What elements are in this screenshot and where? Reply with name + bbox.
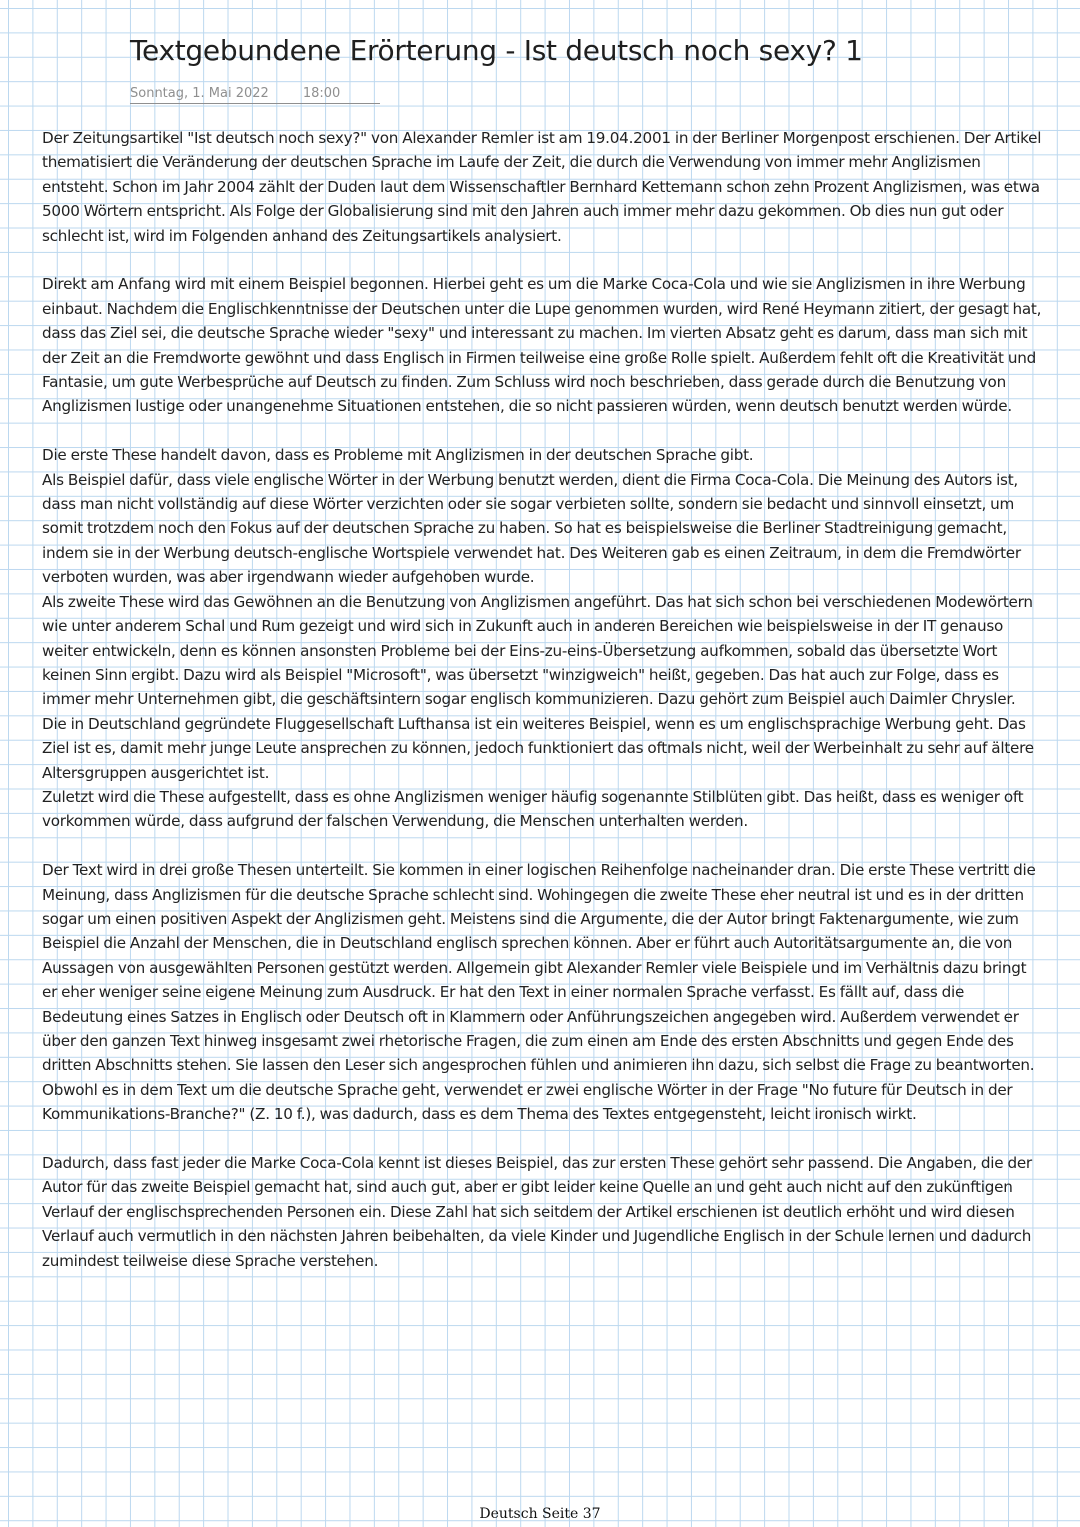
- paragraph-intro: Der Zeitungsartikel "Ist deutsch noch sexy?" von Alexander Remler ist am 19.04.2001 in der Berliner Morgenpost erschienen. Der Artikel thematisiert die Veränderung der deutschen Sprache im Laufe der Zeit, die durch die Verwendung von immer mehr Anglizismen entsteht. Schon im Jahr 2004 zählt der Duden laut dem Wissenschaftler Bernhard Kettemann schon zehn Prozent Anglizismen, was etwa 5000 Wörtern entspricht. Als Folge der Globalisierung sind mit den Jahren auch immer mehr dazu gekommen. Ob dies nun gut oder schlecht ist, wird im Folgenden anhand des Zeitungsartikels analysiert.: [42, 129, 1042, 245]
- page-meta: [130, 86, 380, 104]
- paragraph-gap: [42, 419, 1042, 443]
- paragraph-thesis-3: Zuletzt wird die These aufgestellt, dass es ohne Anglizismen weniger häufig sogenannte Stilblüten gibt. Das heißt, dass es weniger oft vorkommen würde, dass aufgrund der falschen Verwendung, die Menschen unterhalten werden.: [42, 787, 1024, 831]
- paragraph-thesis-1: Die erste These handelt davon, dass es Probleme mit Anglizismen in der deutschen Sprache gibt.: [42, 446, 754, 465]
- paragraph-thesis-2: Als zweite These wird das Gewöhnen an die Benutzung von Anglizismen angeführt. Das hat sich schon bei verschiedenen Modewörtern wie unter anderem Schal und Rum gezeigt und wird sich in Zukunft auch in anderen Bereichen wie beispielsweise in der IT genauso weiter entwickeln, denn es können ansonsten Probleme bei der Eins-zu-eins-Übersetzung aufkommen, sobald das übersetzte Wort keinen Sinn ergibt. Dazu wird als Beispiel "Microsoft", was übersetzt "winzigweich" heißt, gegeben. Das hat auch zur Folge, dass es immer mehr Unternehmen gibt, die geschäftsintern sogar englisch kommunizieren. Dazu gehört zum Beispiel auch Daimler Chrysler. Die in Deutschland gegründete Fluggesellschaft Lufthansa ist ein weiteres Beispiel, wenn es um englischsprachige Werbung geht. Das Ziel ist es, damit mehr junge Leute ansprechen zu können, jedoch funktioniert das oftmals nicht, weil der Werbeinhalt zu sehr auf ältere Altersgruppen ausgerichtet ist.: [42, 592, 1034, 782]
- paragraph-gap: [42, 248, 1042, 272]
- page-date: Sonntag, 1. Mai 2022: [130, 86, 269, 101]
- page-title: Textgebundene Erörterung - Ist deutsch noch sexy? 1: [130, 34, 863, 67]
- paragraph-summary: Direkt am Anfang wird mit einem Beispiel begonnen. Hierbei geht es um die Marke Coca-Cola und wie sie Anglizismen in ihre Werbung einbaut. Nachdem die Englischkenntnisse der Deutschen unter die Lupe genommen wurden, wird René Heymann zitiert, der gesagt hat, dass das Ziel sei, die deutsche Sprache wieder "sexy" und interessant zu machen. Im vierten Absatz geht es darum, dass man sich mit der Zeit an die Fremdworte gewöhnt und dass Englisch in Firmen teilweise eine große Rolle spielt. Außerdem fehlt oft die Kreativität und Fantasie, um gute Werbesprüche auf Deutsch zu finden. Zum Schluss wird noch beschrieben, dass gerade durch die Benutzung von Anglizismen lustige oder unangenehme Situationen entstehen, die so nicht passieren würden, wenn deutsch benutzt werden würde.: [42, 275, 1042, 416]
- paragraph-analysis: Der Text wird in drei große Thesen unterteilt. Sie kommen in einer logischen Reihenfolge nacheinander dran. Die erste These vertritt die Meinung, dass Anglizismen für die deutsche Sprache schlecht sind. Wohingegen die zweite These eher neutral ist und es in der dritten sogar um einen positiven Aspekt der Anglizismen geht. Meistens sind die Argumente, die der Autor bringt Faktenargumente, wie zum Beispiel die Anzahl der Menschen, die in Deutschland englisch sprechen können. Aber er führt auch Autoritätsargumente an, die von Aussagen von ausgewählten Personen gestützt werden. Allgemein gibt Alexander Remler viele Beispiele und im Verhältnis dazu bringt er eher weniger seine eigene Meinung zum Ausdruck. Er hat den Text in einer normalen Sprache verfasst. Es fällt auf, dass die Bedeutung eines Satzes in Englisch oder Deutsch oft in Klammern oder Anführungszeichen angegeben wird. Außerdem verwendet er über den ganzen Text hinweg insgesamt zwei rhetorische Fragen, die zum einen am Ende des ersten Abschnitts und gegen Ende des dritten Abschnitts stehen. Sie lassen den Leser sich angesprochen fühlen und animieren ihn dazu, sich selbst die Frage zu beantworten. Obwohl es in dem Text um die deutsche Sprache geht, verwendet er zwei englische Wörter in der Frage "No future für Deutsch in der Kommunikations-Branche?" (Z. 10 f.), was dadurch, dass es dem Thema des Textes entgegensteht, leicht ironisch wirkt.: [42, 861, 1036, 1124]
- page-time: 18:00: [302, 86, 341, 101]
- page-footer: Deutsch Seite 37: [479, 1506, 601, 1522]
- paragraph-gap: [42, 834, 1042, 858]
- essay-body: [42, 126, 1042, 1273]
- paragraph-thesis-1-detail: Als Beispiel dafür, dass viele englische Wörter in der Werbung benutzt werden, dient die Firma Coca-Cola. Die Meinung des Autors ist, dass man nicht vollständig auf diese Wörter verzichten oder sie sogar verbieten sollte, sondern sie bedacht und sinnvoll einsetzt, um somit trotzdem noch den Fokus auf der deutschen Sprache zu haben. So hat es beispielsweise die Berliner Stadtreinigung gemacht, indem sie in der Werbung deutsch-englische Wortspiele verwendet hat. Des Weiteren gab es einen Zeitraum, in dem die Fremdwörter verboten wurden, was aber irgendwann wieder aufgehoben wurde.: [42, 470, 1021, 587]
- paragraph-evaluation: Dadurch, dass fast jeder die Marke Coca-Cola kennt ist dieses Beispiel, das zur ersten These gehört sehr passend. Die Angaben, die der Autor für das zweite Beispiel gemacht hat, sind auch gut, aber er gibt leider keine Quelle an und geht auch nicht auf den zukünftigen Verlauf der englischsprechenden Personen ein. Diese Zahl hat sich seitdem der Artikel erschienen ist deutlich erhöht und wird diesen Verlauf auch vermutlich in den nächsten Jahren beibehalten, da viele Kinder und Jugendliche Englisch in der Schule lernen und dadurch zumindest teilweise diese Sprache verstehen.: [42, 1154, 1032, 1270]
- paragraph-gap: [42, 1127, 1042, 1151]
